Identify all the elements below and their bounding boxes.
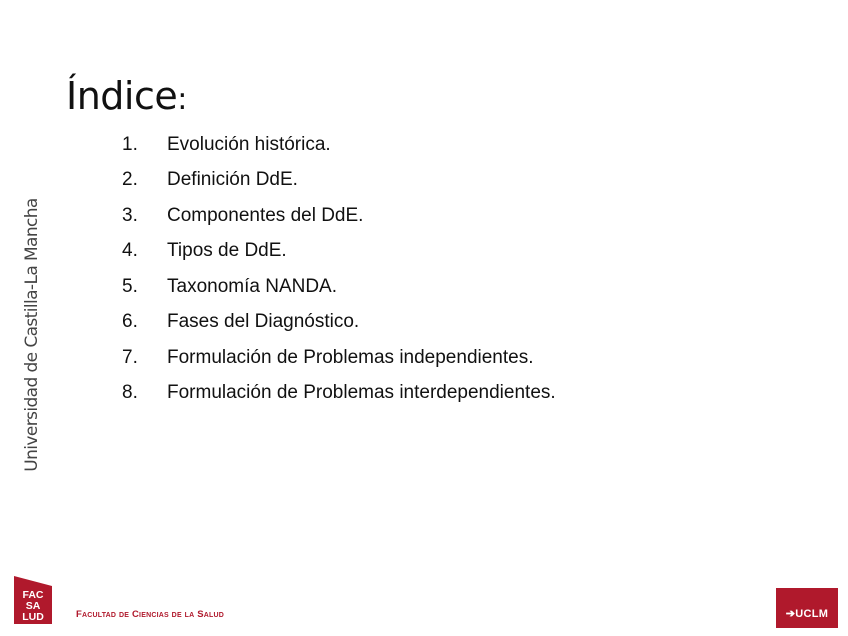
university-side-label: Universidad de Castilla-La Mancha — [22, 198, 42, 472]
index-item-number: 5. — [122, 275, 138, 297]
uclm-logo-text: ➔UCLM — [785, 608, 829, 620]
faculty-name: Facultad de Ciencias de la Salud — [76, 609, 224, 620]
index-item-8 — [122, 376, 556, 412]
index-item-number: 6. — [122, 311, 138, 333]
index-item-text: Tipos de DdE. — [167, 240, 287, 262]
facsalud-logo-line-2: SA — [25, 600, 41, 612]
index-item-1 — [122, 127, 556, 163]
index-item-text: Componentes del DdE. — [167, 204, 364, 226]
index-item-number: 2. — [122, 169, 138, 191]
index-item-number: 3. — [122, 204, 138, 226]
slide-title-text: Índice — [66, 74, 178, 118]
index-item-text: Definición DdE. — [167, 169, 298, 191]
index-item-text: Fases del Diagnóstico. — [167, 311, 360, 333]
facsalud-logo-line-1: FAC — [22, 589, 44, 601]
index-item-text: Formulación de Problemas independientes. — [167, 346, 534, 368]
index-item-2 — [122, 163, 556, 199]
slide-title — [66, 70, 187, 126]
index-item-3 — [122, 198, 556, 234]
slide-title-colon: : — [177, 82, 188, 117]
uclm-logo — [776, 588, 838, 628]
index-list — [122, 127, 556, 411]
index-item-text: Evolución histórica. — [167, 133, 331, 155]
index-item-4 — [122, 234, 556, 270]
index-item-text: Formulación de Problemas interdependientes. — [167, 382, 556, 404]
index-item-6 — [122, 305, 556, 341]
facsalud-logo-line-3: LUD — [22, 611, 44, 623]
facsalud-logo — [12, 574, 54, 626]
index-item-5 — [122, 269, 556, 305]
index-item-text: Taxonomía NANDA. — [167, 275, 338, 297]
index-item-number: 1. — [122, 133, 138, 155]
index-item-number: 4. — [122, 240, 138, 262]
index-item-7 — [122, 340, 556, 376]
index-item-number: 8. — [122, 382, 138, 404]
index-item-number: 7. — [122, 346, 138, 368]
